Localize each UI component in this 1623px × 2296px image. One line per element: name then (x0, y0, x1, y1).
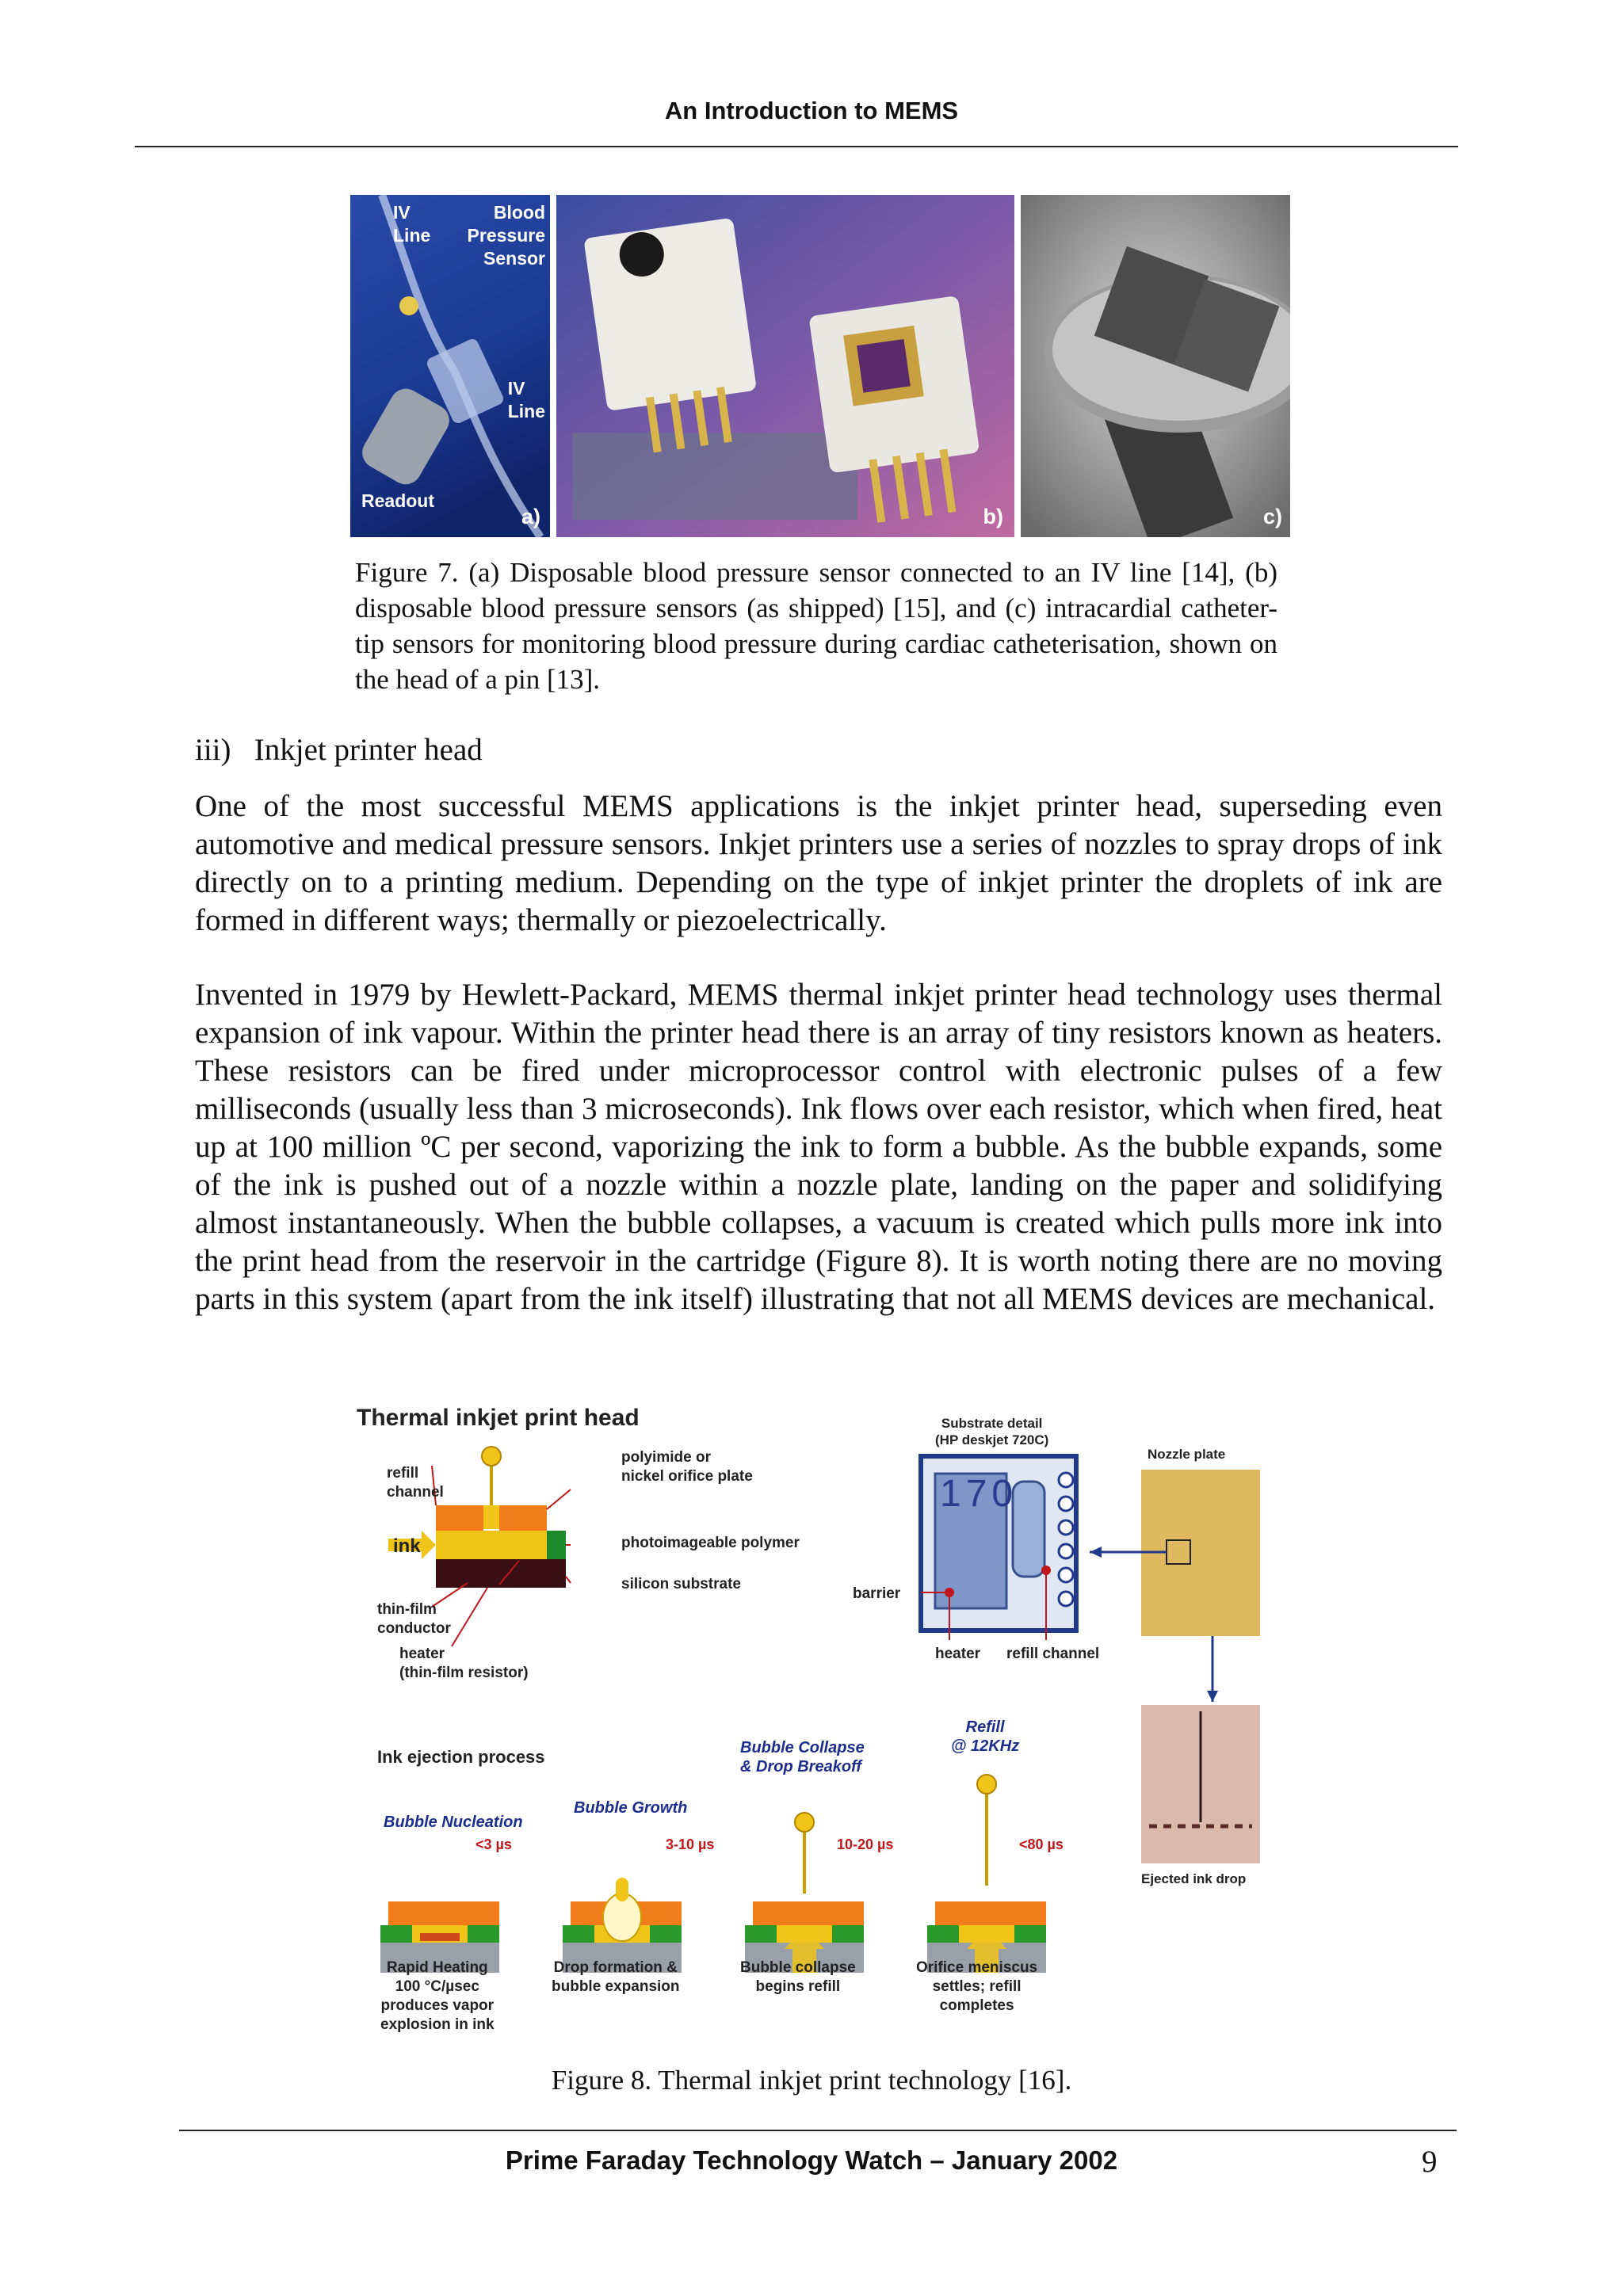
panel-b-letter: b) (983, 505, 1003, 528)
header-divider (135, 146, 1458, 147)
packaged-sensors-photo (556, 195, 1014, 537)
readout-label: Readout (361, 490, 434, 511)
footer-divider (179, 2130, 1457, 2131)
substrate-number: 170 (940, 1473, 1018, 1515)
stage-1-time: <3 µs (475, 1836, 512, 1852)
heater-label: heater (thin-film resistor) (399, 1646, 529, 1681)
photoimageable-polymer-label: photoimageable polymer (621, 1535, 800, 1551)
substrate-detail-title: Substrate detail (HP deskjet 720C) (935, 1416, 1049, 1447)
iv-line-label-bottom: IV Line (507, 378, 545, 421)
nozzle-plate-label: Nozzle plate (1148, 1447, 1226, 1462)
iv-line-label-top: IV Line (393, 202, 431, 246)
stage-1-desc: Rapid Heating 100 °C/µsec produces vapor explosion in ink (380, 1959, 495, 2033)
stage-3-desc: Bubble collapse begins refill (740, 1959, 856, 1995)
ejected-ink-drop-label: Ejected ink drop (1141, 1871, 1247, 1886)
running-footer: Prime Faraday Technology Watch – January 2002 (505, 2145, 1118, 2175)
stage-2-time: 3-10 µs (666, 1836, 715, 1852)
ink-ejection-process-label: Ink ejection process (377, 1747, 545, 1767)
silicon-substrate-label: silicon substrate (621, 1576, 741, 1592)
panel-a-letter: a) (521, 505, 540, 528)
refill-channel-label: refill channel (387, 1465, 444, 1501)
stage-2-name: Bubble Growth (574, 1799, 688, 1817)
substrate-heater-label: heater (935, 1646, 981, 1662)
ink-label: ink (393, 1535, 421, 1557)
paragraph-1: One of the most successful MEMS applications is the inkjet printer head, superseding even automotive and medical pressure sensors. Inkjet printers use a series of nozzles to spray drops of ink directly on to a printing medium. Depending on the type of inkjet printer the droplets of ink are formed in different ways; thermally or piezoelectrically. (195, 789, 1442, 937)
stage-2-desc: Drop formation & bubble expansion (552, 1959, 680, 1995)
substrate-refill-channel-label: refill channel (1006, 1646, 1100, 1662)
stage-1-name: Bubble Nucleation (384, 1814, 523, 1831)
panel-c-letter: c) (1262, 505, 1282, 528)
stage-4-desc: Orifice meniscus settles; refill completes (916, 1959, 1038, 2014)
thin-film-conductor-label: thin-film conductor (377, 1601, 451, 1637)
catheter-tip-sensor-photo (1021, 195, 1290, 537)
figure7-panel-b (556, 195, 1014, 537)
stage-3-time: 10-20 µs (837, 1836, 894, 1852)
section-heading: iii) Inkjet printer head (195, 733, 483, 767)
figure8-caption: Figure 8. Thermal inkjet print technology [16]. (551, 2065, 1072, 2096)
stage-4-time: <80 µs (1019, 1836, 1064, 1852)
paragraph-2: Invented in 1979 by Hewlett-Packard, MEMS thermal inkjet printer head technology uses thermal expansion of ink vapour. Within the printer head there is an array of tiny resistors known as heaters. These resistors can be fired under microprocessor control with electronic pulses of a few milliseconds (usually less than 3 microseconds). Ink flows over each resistor, which when fired, heat up at 100 million ºC per second, vaporizing the ink to form a bubble. As the bubble expands, some of the ink is pushed out of a nozzle within a nozzle plate, landing on the paper and solidifying almost instantaneously. When the bubble collapses, a vacuum is created which pulls more ink into the print head from the reservoir in the cartridge (Figure 8). It is worth noting there are no moving parts in this system (apart from the ink itself) illustrating that not all MEMS devices are mechanical. (195, 978, 1442, 1316)
figure8-diagram (349, 1394, 1300, 2068)
page-number: 9 (1422, 2145, 1438, 2179)
running-header: An Introduction to MEMS (664, 97, 959, 124)
figure7-caption: Figure 7. (a) Disposable blood pressure sensor connected to an IV line [14], (b) disposable blood pressure sensors (as shipped) [15], and (c) intracardial catheter-tip sensors for monitoring blood pressure during cardiac catheterisation, shown on the head of a pin [13]. (355, 557, 1277, 695)
polyimide-label: polyimide or nickel orifice plate (621, 1449, 753, 1485)
blood-pressure-sensor-label: Blood Pressure Sensor (467, 202, 545, 269)
figure7-panel-a (350, 195, 550, 537)
figure8-title: Thermal inkjet print head (357, 1405, 640, 1431)
stage-4-name: Refill @ 12KHz (951, 1718, 1020, 1755)
stage-3-name: Bubble Collapse & Drop Breakoff (740, 1739, 865, 1775)
figure7-panel-c (1021, 195, 1290, 537)
barrier-label: barrier (853, 1585, 901, 1602)
